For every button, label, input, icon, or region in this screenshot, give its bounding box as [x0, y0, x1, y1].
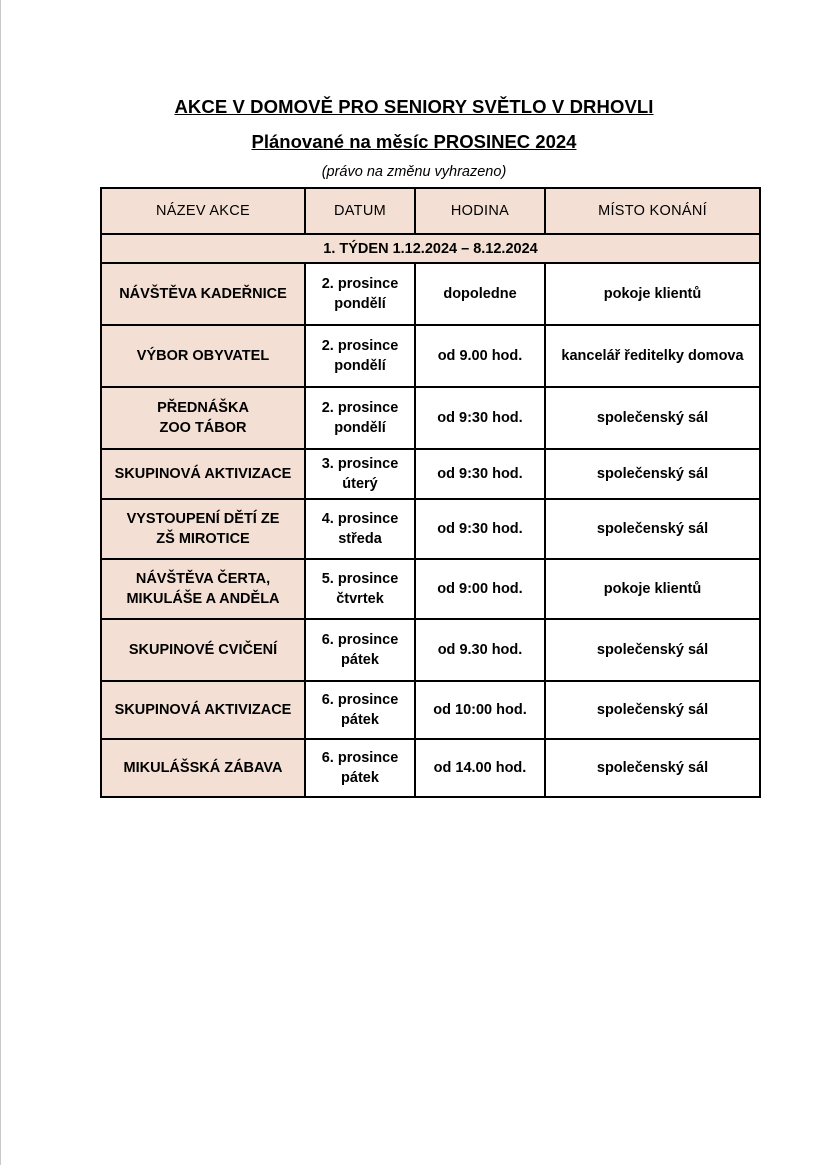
event-name-line: ZOO TÁBOR	[159, 420, 247, 436]
event-time: dopoledne	[415, 263, 545, 325]
event-name-line: MIKULÁŠSKÁ ZÁBAVA	[123, 760, 283, 776]
event-day-line: středa	[338, 531, 382, 547]
table-row	[101, 387, 760, 449]
event-date	[305, 499, 415, 559]
event-date-line: 6. prosince	[321, 750, 399, 766]
event-place: společenský sál	[545, 619, 760, 681]
event-date-line: 4. prosince	[321, 511, 399, 527]
event-time: od 9:30 hod.	[415, 387, 545, 449]
event-name-line: SKUPINOVÁ AKTIVIZACE	[114, 702, 292, 718]
table-row	[101, 263, 760, 325]
event-name-line: MIKULÁŠE A ANDĚLA	[126, 591, 280, 607]
event-day-line: pondělí	[334, 358, 386, 374]
event-name	[101, 499, 305, 559]
table-row	[101, 681, 760, 739]
week-row	[101, 234, 760, 263]
event-name	[101, 325, 305, 387]
event-place: společenský sál	[545, 387, 760, 449]
event-time: od 9:30 hod.	[415, 499, 545, 559]
event-name	[101, 263, 305, 325]
event-name-line: ZŠ MIROTICE	[156, 531, 250, 547]
column-header-place: MÍSTO KONÁNÍ	[545, 188, 760, 234]
event-day-line: pondělí	[334, 420, 386, 436]
event-date-line: 3. prosince	[321, 456, 399, 472]
event-date	[305, 739, 415, 797]
event-time: od 9:00 hod.	[415, 559, 545, 619]
event-name-line: SKUPINOVÁ AKTIVIZACE	[114, 466, 292, 482]
table-row	[101, 619, 760, 681]
event-date-line: 2. prosince	[321, 338, 399, 354]
event-date-line: 2. prosince	[321, 400, 399, 416]
event-time: od 9.30 hod.	[415, 619, 545, 681]
column-header-date: DATUM	[305, 188, 415, 234]
table-row	[101, 325, 760, 387]
document-subtitle: Plánované na měsíc PROSINEC 2024	[251, 131, 577, 152]
event-time: od 14.00 hod.	[415, 739, 545, 797]
event-name	[101, 559, 305, 619]
document-title: AKCE V DOMOVĚ PRO SENIORY SVĚTLO V DRHOVLI	[174, 96, 654, 117]
event-place: pokoje klientů	[545, 263, 760, 325]
event-name	[101, 387, 305, 449]
event-time: od 10:00 hod.	[415, 681, 545, 739]
event-date	[305, 449, 415, 499]
change-note: (právo na změnu vyhrazeno)	[321, 164, 507, 180]
event-time: od 9:30 hod.	[415, 449, 545, 499]
event-date	[305, 559, 415, 619]
event-place: společenský sál	[545, 739, 760, 797]
event-day-line: pátek	[341, 770, 379, 786]
event-place: společenský sál	[545, 449, 760, 499]
event-time: od 9.00 hod.	[415, 325, 545, 387]
event-date	[305, 681, 415, 739]
event-name	[101, 619, 305, 681]
header-row	[101, 188, 760, 234]
event-place: kancelář ředitelky domova	[545, 325, 760, 387]
events-table	[100, 187, 761, 798]
event-day-line: úterý	[342, 476, 378, 492]
event-date	[305, 619, 415, 681]
event-place: společenský sál	[545, 681, 760, 739]
table-row	[101, 559, 760, 619]
event-name-line: NÁVŠTĚVA KADEŘNICE	[119, 286, 287, 302]
event-name	[101, 739, 305, 797]
event-name-line: VYSTOUPENÍ DĚTÍ ZE	[126, 511, 280, 527]
event-name-line: SKUPINOVÉ CVIČENÍ	[128, 642, 278, 658]
event-day-line: pondělí	[334, 296, 386, 312]
event-place: pokoje klientů	[545, 559, 760, 619]
event-name-line: NÁVŠTĚVA ČERTA,	[135, 571, 271, 587]
event-date	[305, 387, 415, 449]
column-header-time: HODINA	[415, 188, 545, 234]
event-date-line: 6. prosince	[321, 692, 399, 708]
event-date-line: 6. prosince	[321, 632, 399, 648]
event-place: společenský sál	[545, 499, 760, 559]
event-day-line: pátek	[341, 712, 379, 728]
event-date	[305, 325, 415, 387]
event-day-line: pátek	[341, 652, 379, 668]
event-day-line: čtvrtek	[336, 591, 384, 607]
event-date	[305, 263, 415, 325]
week-label: 1. TÝDEN 1.12.2024 – 8.12.2024	[101, 234, 760, 263]
table-row	[101, 449, 760, 499]
event-name	[101, 681, 305, 739]
event-name	[101, 449, 305, 499]
table-row	[101, 739, 760, 797]
event-name-line: PŘEDNÁŠKA	[157, 400, 249, 416]
column-header-name: NÁZEV AKCE	[101, 188, 305, 234]
event-name-line: VÝBOR OBYVATEL	[136, 348, 270, 364]
table-row	[101, 499, 760, 559]
event-date-line: 5. prosince	[321, 571, 399, 587]
event-date-line: 2. prosince	[321, 276, 399, 292]
